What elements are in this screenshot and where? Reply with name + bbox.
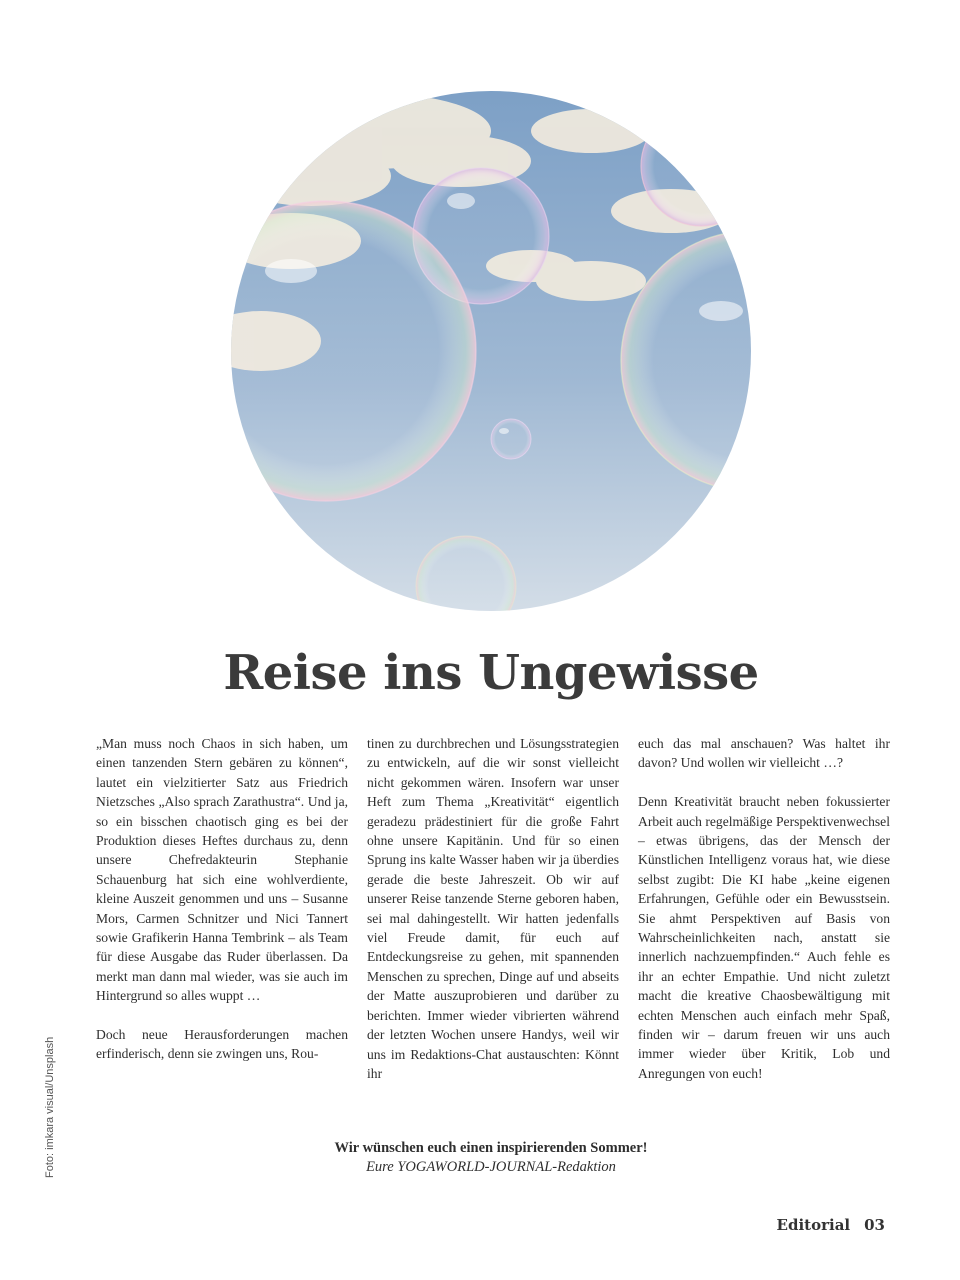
page-number: 03 <box>864 1216 885 1234</box>
article-column-1 <box>96 734 348 1064</box>
paragraph: Denn Kreativität braucht neben fokussierter Arbeit auch regelmäßige Perspektivenwechsel – etwas übrigens, das der Mensch der Künstlichen Intelligenz voraus hat, wie diese selbst zugibt: Die KI habe „keine eigenen Erfahrungen, Gefühle oder ein Bewusstsein. Sie ahmt Perspektiven auf Basis von Wahrscheinlichkeiten nach, anstatt sie innerlich nachzuempfinden.“ Auch fehle es ihr an echter Empathie. Und nicht zuletzt macht die kreative Chaosbewältigung mit echten Menschen auch einfach mehr Spaß, finden wir – darum freuen wir uns auch immer wieder über Kritik, Lob und Anregungen von euch! <box>638 794 890 1081</box>
photo-credit: Foto: imkara visual/Unsplash <box>44 1036 56 1178</box>
page-footer <box>777 1214 885 1236</box>
paragraph: tinen zu durchbrechen und Lösungsstrategien zu entwickeln, auf die wir sonst vielleicht nicht gekommen wären. Insofern war unser Heft zum Thema „Kreativität“ eigentlich geradezu prädestiniert für die große Fahrt ohne unsere Kapitänin. Und für so einen Sprung ins kalte Wasser haben wir ja überdies gerade die beste Jahreszeit. Ob wir auf unserer Reise tanzende Sterne geboren haben, sei mal dahingestellt. Wir hatten jedenfalls viel Freude damit, für euch auf Entdeckungsreise zu gehen, mit spannenden Menschen zu sprechen, Dinge auf und abseits der Matte auszuprobieren und darüber zu berichten. Immer wieder vibrierten während der letzten Wochen unsere Handys, weil wir uns im Redaktions-Chat austauschten: Könnt ihr <box>367 736 619 1081</box>
closing-block <box>0 1139 960 1177</box>
paragraph: euch das mal anschauen? Was haltet ihr davon? Und wollen wir vielleicht …? <box>638 736 890 771</box>
closing-line: Wir wünschen euch einen inspirierenden Sommer! <box>334 1140 648 1156</box>
article-column-2 <box>367 734 619 1083</box>
paragraph: „Man muss noch Chaos in sich haben, um einen tanzenden Stern gebären zu können“, lautet ein vielzitierter Satz aus Friedrich Nietzsches „Also sprach Zarathustra“. Und ja, so ein bisschen chaotisch ging es bei der Produktion dieses Heftes durchaus zu, denn unsere Chefredakteurin Stephanie Schauenburg hat sich eine wohlverdiente, kleine Auszeit genommen und uns – Susanne Mors, Carmen Schnitzer und Nici Tannert sowie Grafikerin Hanna Tembrink – als Team für diese Ausgabe das Ruder überlassen. Da merkt man dann mal wieder, was sie auch im Hintergrund so alles wuppt … <box>96 736 348 1004</box>
article-column-3 <box>638 734 890 1083</box>
footer-section: Editorial <box>776 1216 851 1234</box>
paragraph: Doch neue Herausforderungen machen erfinderisch, denn sie zwingen uns, Rou- <box>96 1027 348 1062</box>
signature: Eure YOGAWORLD-JOURNAL-Redaktion <box>366 1159 616 1175</box>
article-title: Reise ins Ungewisse <box>223 645 759 701</box>
soap-bubbles-sky-illustration <box>231 91 751 611</box>
hero-image <box>231 91 751 611</box>
